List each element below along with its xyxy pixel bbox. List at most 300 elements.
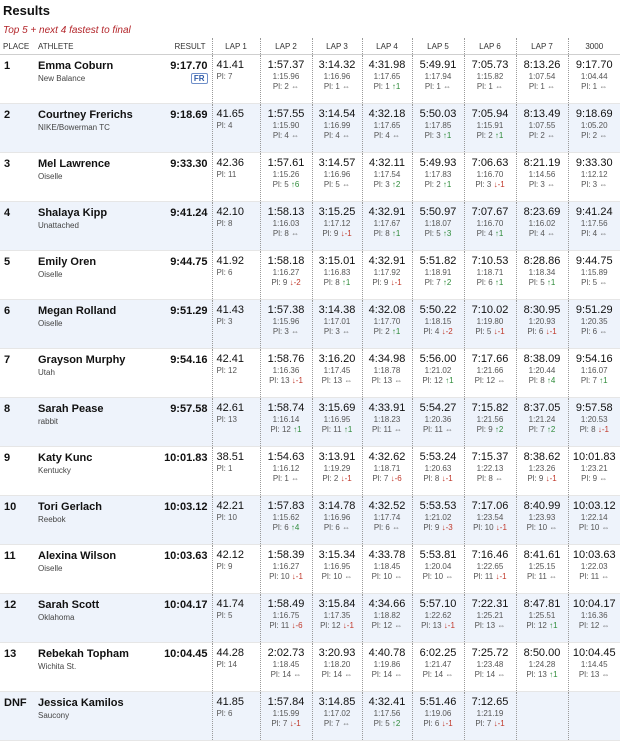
lap-split-cell — [362, 643, 412, 692]
cumulative-time: 5:50.22 — [413, 304, 464, 316]
position-text: Pl: 12 — [217, 366, 237, 375]
cumulative-time: 1:57.61 — [261, 157, 312, 169]
final-split-cell — [568, 545, 620, 594]
cumulative-time: 3:15.69 — [313, 402, 362, 414]
position-line — [313, 523, 362, 532]
final-split-cell — [568, 692, 620, 741]
lap-split-cell — [412, 104, 464, 153]
lap-time: 1:18.23 — [363, 415, 412, 424]
cumulative-time: 3:15.01 — [313, 255, 362, 267]
unchanged-icon: ⇔ — [445, 425, 453, 434]
position-text: Pl: 12 — [526, 621, 546, 630]
athlete-name[interactable]: Sarah Scott — [38, 599, 156, 611]
athlete-cell — [36, 55, 156, 104]
cumulative-time: 42.41 — [217, 353, 260, 365]
result-cell — [156, 496, 212, 545]
header-lap-2[interactable]: LAP 2 — [260, 38, 312, 55]
cumulative-time: 4:32.91 — [363, 255, 412, 267]
lap-time: 1:23.21 — [569, 464, 620, 473]
lap-time: 1:16.83 — [313, 268, 362, 277]
lap-split-cell — [412, 300, 464, 349]
athlete-affiliation: Oiselle — [38, 172, 156, 181]
header-lap-4[interactable]: LAP 4 — [362, 38, 412, 55]
lap-split-cell — [212, 251, 260, 300]
position-line — [465, 621, 516, 630]
position-text: Pl: 10 — [217, 513, 237, 522]
position-text: Pl: 7 — [271, 719, 287, 728]
lap-split-cell — [412, 545, 464, 594]
lap-time: 1:18.15 — [413, 317, 464, 326]
header-lap-3[interactable]: LAP 3 — [312, 38, 362, 55]
lap-time: 1:25.51 — [517, 611, 568, 620]
position-line — [261, 229, 312, 238]
position-line — [517, 572, 568, 581]
header-lap-1[interactable]: LAP 1 — [212, 38, 260, 55]
lap-time: 1:22.03 — [569, 562, 620, 571]
arrow-up-icon: ↑ — [495, 229, 499, 238]
athlete-name[interactable]: Mel Lawrence — [38, 158, 156, 170]
lap-time: 1:19.29 — [313, 464, 362, 473]
lap-split-cell — [516, 545, 568, 594]
cumulative-time: 4:32.11 — [363, 157, 412, 169]
position-text: Pl: 3 — [217, 317, 233, 326]
position-text: Pl: 8 — [529, 376, 545, 385]
position-line — [569, 131, 620, 140]
position-text: Pl: 1 — [324, 82, 340, 91]
position-text: Pl: 3 — [425, 131, 441, 140]
header-result[interactable]: RESULT — [156, 38, 212, 55]
arrow-up-icon: ↑ — [443, 229, 447, 238]
final-split-cell — [568, 202, 620, 251]
lap-split-cell — [464, 202, 516, 251]
position-change: -1 — [296, 572, 303, 581]
lap-split-cell — [260, 300, 312, 349]
lap-split-cell — [212, 153, 260, 202]
athlete-name[interactable]: Sarah Pease — [38, 403, 156, 415]
cumulative-time: 1:58.76 — [261, 353, 312, 365]
lap-split-cell — [464, 55, 516, 104]
athlete-name[interactable]: Grayson Murphy — [38, 354, 156, 366]
position-change: 1 — [447, 180, 451, 189]
cumulative-time: 8:23.69 — [517, 206, 568, 218]
lap-split-cell — [362, 594, 412, 643]
position-text: Pl: 13 — [322, 376, 342, 385]
lap-split-cell — [212, 349, 260, 398]
position-change: -1 — [499, 572, 506, 581]
lap-time: 1:19.80 — [465, 317, 516, 326]
position-text: Pl: 8 — [273, 229, 289, 238]
position-line — [569, 670, 620, 679]
lap-time: 1:25.21 — [465, 611, 516, 620]
position-text: Pl: 12 — [372, 621, 392, 630]
cumulative-time: 3:16.20 — [313, 353, 362, 365]
position-line — [217, 709, 260, 718]
position-text: Pl: 6 — [581, 327, 597, 336]
result-cell — [156, 153, 212, 202]
lap-time: 1:17.94 — [413, 72, 464, 81]
position-change: 1 — [499, 131, 503, 140]
lap-split-cell — [464, 496, 516, 545]
position-change: 1 — [396, 229, 400, 238]
lap-time: 1:20.35 — [569, 317, 620, 326]
position-line — [217, 72, 260, 81]
position-text: Pl: 10 — [527, 523, 547, 532]
lap-split-cell — [412, 692, 464, 741]
cumulative-time: 5:53.81 — [413, 549, 464, 561]
position-change: -2 — [446, 327, 453, 336]
position-line — [217, 219, 260, 228]
athlete-name[interactable]: Katy Kunc — [38, 452, 156, 464]
position-line — [517, 82, 568, 91]
lap-time: 1:21.19 — [465, 709, 516, 718]
position-line — [217, 170, 260, 179]
lap-time: 1:19.06 — [413, 709, 464, 718]
lap-split-cell — [464, 447, 516, 496]
cumulative-time: 8:41.61 — [517, 549, 568, 561]
cumulative-time: 4:32.41 — [363, 696, 412, 708]
header-lap-7[interactable]: LAP 7 — [516, 38, 568, 55]
cumulative-time: 7:05.73 — [465, 59, 516, 71]
position-text: Pl: 11 — [269, 621, 289, 630]
cumulative-time: 1:57.84 — [261, 696, 312, 708]
lap-split-cell — [516, 153, 568, 202]
arrow-down-icon: ↓ — [343, 621, 347, 630]
position-line — [413, 229, 464, 238]
athlete-cell — [36, 692, 156, 741]
lap-split-cell — [362, 300, 412, 349]
athlete-affiliation: Oiselle — [38, 564, 156, 573]
athlete-name[interactable]: Rebekah Topham — [38, 648, 156, 660]
position-line — [261, 621, 312, 630]
cumulative-time: 41.92 — [217, 255, 260, 267]
position-change: 1 — [396, 327, 400, 336]
lap-split-cell — [362, 202, 412, 251]
cumulative-time: 8:28.86 — [517, 255, 568, 267]
lap-split-cell — [412, 202, 464, 251]
unchanged-icon: ⇔ — [547, 180, 555, 189]
result-cell — [156, 643, 212, 692]
lap-time: 1:17.56 — [569, 219, 620, 228]
cumulative-time: 4:32.62 — [363, 451, 412, 463]
final-split-cell — [568, 251, 620, 300]
unchanged-icon: ⇔ — [599, 229, 607, 238]
lap-split-cell — [516, 300, 568, 349]
unchanged-icon: ⇔ — [344, 670, 352, 679]
lap-time: 1:17.45 — [313, 366, 362, 375]
position-change: 1 — [551, 278, 555, 287]
position-text: Pl: 10 — [372, 572, 392, 581]
athlete-name[interactable]: Alexina Wilson — [38, 550, 156, 562]
position-change: -1 — [446, 719, 453, 728]
cumulative-time: 5:51.46 — [413, 696, 464, 708]
lap-time: 1:20.53 — [569, 415, 620, 424]
athlete-affiliation: Oklahoma — [38, 613, 156, 622]
lap-time: 1:22.13 — [465, 464, 516, 473]
position-line — [465, 425, 516, 434]
results-table — [0, 38, 620, 741]
cumulative-time: 8:38.62 — [517, 451, 568, 463]
lap-split-cell — [212, 692, 260, 741]
lap-split-cell — [464, 104, 516, 153]
lap-time: 1:23.93 — [517, 513, 568, 522]
header-athlete[interactable]: ATHLETE — [36, 38, 156, 55]
lap-time: 1:21.66 — [465, 366, 516, 375]
position-line — [465, 719, 516, 728]
unchanged-icon: ⇔ — [599, 278, 607, 287]
position-line — [465, 670, 516, 679]
position-line — [217, 366, 260, 375]
lap-split-cell — [412, 643, 464, 692]
position-text: Pl: 6 — [273, 523, 289, 532]
final-split-cell — [568, 447, 620, 496]
place-cell: 3 — [0, 153, 36, 202]
position-text: Pl: 7 — [581, 376, 597, 385]
lap-split-cell — [412, 349, 464, 398]
unchanged-icon: ⇔ — [599, 82, 607, 91]
position-text: Pl: 14 — [322, 670, 342, 679]
cumulative-time: 10:01.83 — [569, 451, 620, 463]
lap-split-cell — [362, 545, 412, 594]
position-line — [313, 621, 362, 630]
lap-split-cell — [312, 300, 362, 349]
position-text: Pl: 11 — [579, 572, 599, 581]
header-final-3000[interactable]: 3000 — [568, 38, 620, 55]
position-text: Pl: 10 — [473, 523, 493, 532]
unchanged-icon: ⇔ — [547, 82, 555, 91]
result-time: 9:17.70 — [156, 60, 208, 72]
cumulative-time: 7:10.53 — [465, 255, 516, 267]
cumulative-time: 9:54.16 — [569, 353, 620, 365]
arrow-up-icon: ↑ — [547, 425, 551, 434]
position-text: Pl: 13 — [526, 670, 546, 679]
lap-split-cell — [312, 496, 362, 545]
position-text: Pl: 7 — [217, 72, 233, 81]
lap-time: 1:16.96 — [313, 513, 362, 522]
athlete-name[interactable]: Tori Gerlach — [38, 501, 156, 513]
position-text: Pl: 6 — [527, 327, 543, 336]
lap-time: 1:16.12 — [261, 464, 312, 473]
position-text: Pl: 11 — [217, 170, 237, 179]
lap-split-cell — [212, 398, 260, 447]
athlete-cell — [36, 251, 156, 300]
lap-split-cell — [260, 496, 312, 545]
cumulative-time: 7:15.82 — [465, 402, 516, 414]
position-line — [517, 621, 568, 630]
position-line — [517, 376, 568, 385]
lap-split-cell — [212, 594, 260, 643]
arrow-down-icon: ↓ — [442, 719, 446, 728]
position-change: 1 — [447, 131, 451, 140]
unchanged-icon: ⇔ — [392, 523, 400, 532]
athlete-cell — [36, 300, 156, 349]
position-change: -1 — [550, 327, 557, 336]
lap-split-cell — [362, 349, 412, 398]
athlete-name[interactable]: Megan Rolland — [38, 305, 156, 317]
athlete-affiliation: Unattached — [38, 221, 156, 230]
position-text: Pl: 2 — [374, 327, 390, 336]
position-text: Pl: 14 — [372, 670, 392, 679]
position-line — [313, 572, 362, 581]
unchanged-icon: ⇔ — [549, 523, 557, 532]
cumulative-time: 5:56.00 — [413, 353, 464, 365]
lap-time: 1:18.71 — [363, 464, 412, 473]
position-line — [465, 376, 516, 385]
unchanged-icon: ⇔ — [497, 670, 505, 679]
table-row — [0, 251, 620, 300]
athlete-name[interactable]: Shalaya Kipp — [38, 207, 156, 219]
cumulative-time: 7:25.72 — [465, 647, 516, 659]
position-text: Pl: 9 — [372, 278, 388, 287]
position-line — [363, 278, 412, 287]
position-line — [363, 82, 412, 91]
cumulative-time: 42.10 — [217, 206, 260, 218]
unchanged-icon: ⇔ — [599, 474, 607, 483]
lap-time: 1:21.02 — [413, 513, 464, 522]
position-text: Pl: 11 — [372, 425, 392, 434]
position-change: -1 — [498, 180, 505, 189]
lap-time: 1:15.82 — [465, 72, 516, 81]
position-text: Pl: 7 — [425, 278, 441, 287]
position-text: Pl: 7 — [475, 719, 491, 728]
lap-time: 1:25.15 — [517, 562, 568, 571]
position-change: -1 — [498, 327, 505, 336]
position-text: Pl: 6 — [217, 709, 233, 718]
cumulative-time: 3:14.38 — [313, 304, 362, 316]
lap-time: 1:16.70 — [465, 219, 516, 228]
arrow-down-icon: ↓ — [496, 523, 500, 532]
position-line — [261, 523, 312, 532]
position-text: Pl: 13 — [269, 376, 289, 385]
lap-split-cell — [312, 447, 362, 496]
athlete-affiliation: Oiselle — [38, 319, 156, 328]
cumulative-time: 9:44.75 — [569, 255, 620, 267]
arrow-down-icon: ↓ — [341, 229, 345, 238]
position-text: Pl: 4 — [477, 229, 493, 238]
lap-split-cell — [464, 692, 516, 741]
unchanged-icon: ⇔ — [599, 327, 607, 336]
position-change: 1 — [553, 670, 557, 679]
result-time: 10:03.63 — [156, 550, 208, 562]
position-line — [413, 523, 464, 532]
cumulative-time: 3:20.93 — [313, 647, 362, 659]
athlete-name[interactable]: Courtney Frerichs — [38, 109, 156, 121]
athlete-name[interactable]: Jessica Kamilos — [38, 697, 156, 709]
cumulative-time: 10:03.63 — [569, 549, 620, 561]
position-change: 2 — [447, 278, 451, 287]
cumulative-time: 1:58.49 — [261, 598, 312, 610]
final-split-cell — [568, 349, 620, 398]
position-text: Pl: 5 — [475, 327, 491, 336]
position-line — [363, 425, 412, 434]
lap-split-cell — [464, 251, 516, 300]
position-line — [363, 327, 412, 336]
position-line — [261, 425, 312, 434]
unchanged-icon: ⇔ — [495, 474, 503, 483]
position-line — [261, 670, 312, 679]
position-change: -1 — [446, 474, 453, 483]
cumulative-time: 8:13.26 — [517, 59, 568, 71]
position-change: 3 — [447, 229, 451, 238]
table-row — [0, 447, 620, 496]
cumulative-time: 3:14.57 — [313, 157, 362, 169]
cumulative-time: 8:37.05 — [517, 402, 568, 414]
position-line — [217, 513, 260, 522]
result-time: 9:33.30 — [156, 158, 208, 170]
position-line — [413, 327, 464, 336]
arrow-up-icon: ↑ — [342, 278, 346, 287]
unchanged-icon: ⇔ — [547, 131, 555, 140]
header-lap-5[interactable]: LAP 5 — [412, 38, 464, 55]
final-split-cell — [568, 300, 620, 349]
cumulative-time: 3:14.85 — [313, 696, 362, 708]
lap-split-cell — [260, 202, 312, 251]
cumulative-time: 8:30.95 — [517, 304, 568, 316]
lap-split-cell — [260, 349, 312, 398]
table-row — [0, 104, 620, 153]
athlete-cell — [36, 104, 156, 153]
position-change: 4 — [551, 376, 555, 385]
position-text: Pl: 8 — [217, 219, 233, 228]
table-row — [0, 349, 620, 398]
cumulative-time: 9:17.70 — [569, 59, 620, 71]
position-line — [313, 376, 362, 385]
athlete-cell — [36, 545, 156, 594]
position-text: Pl: 4 — [423, 327, 439, 336]
result-time: 9:41.24 — [156, 207, 208, 219]
lap-time: 1:19.86 — [363, 660, 412, 669]
position-line — [569, 327, 620, 336]
lap-split-cell — [212, 643, 260, 692]
lap-split-cell — [362, 153, 412, 202]
unchanged-icon: ⇔ — [392, 131, 400, 140]
cumulative-time: 1:57.38 — [261, 304, 312, 316]
athlete-name[interactable]: Emily Oren — [38, 256, 156, 268]
unchanged-icon: ⇔ — [344, 572, 352, 581]
lap-time: 1:20.04 — [413, 562, 464, 571]
result-cell — [156, 398, 212, 447]
position-text: Pl: 1 — [273, 474, 289, 483]
position-line — [313, 474, 362, 483]
lap-split-cell — [260, 104, 312, 153]
result-time: 10:01.83 — [156, 452, 208, 464]
lap-time: 1:17.02 — [313, 709, 362, 718]
table-row — [0, 300, 620, 349]
unchanged-icon: ⇔ — [599, 180, 607, 189]
cumulative-time: 42.61 — [217, 402, 260, 414]
cumulative-time: 1:58.18 — [261, 255, 312, 267]
place-cell: DNF — [0, 692, 36, 741]
position-text: Pl: 6 — [477, 278, 493, 287]
position-line — [569, 180, 620, 189]
athlete-cell — [36, 643, 156, 692]
header-place[interactable]: PLACE — [0, 38, 36, 55]
qualifying-note: Top 5 + next 4 fastest to final — [3, 25, 131, 36]
unchanged-icon: ⇔ — [497, 621, 505, 630]
position-change: -6 — [295, 621, 302, 630]
lap-split-cell — [312, 692, 362, 741]
position-text: Pl: 12 — [579, 621, 599, 630]
position-text: Pl: 12 — [422, 376, 442, 385]
cumulative-time: 1:57.37 — [261, 59, 312, 71]
header-lap-6[interactable]: LAP 6 — [464, 38, 516, 55]
lap-time: 1:16.36 — [569, 611, 620, 620]
athlete-name[interactable]: Emma Coburn — [38, 60, 156, 72]
position-line — [465, 278, 516, 287]
position-text: Pl: 10 — [579, 523, 599, 532]
unchanged-icon: ⇔ — [291, 229, 299, 238]
place-cell: 12 — [0, 594, 36, 643]
position-change: 1 — [603, 376, 607, 385]
